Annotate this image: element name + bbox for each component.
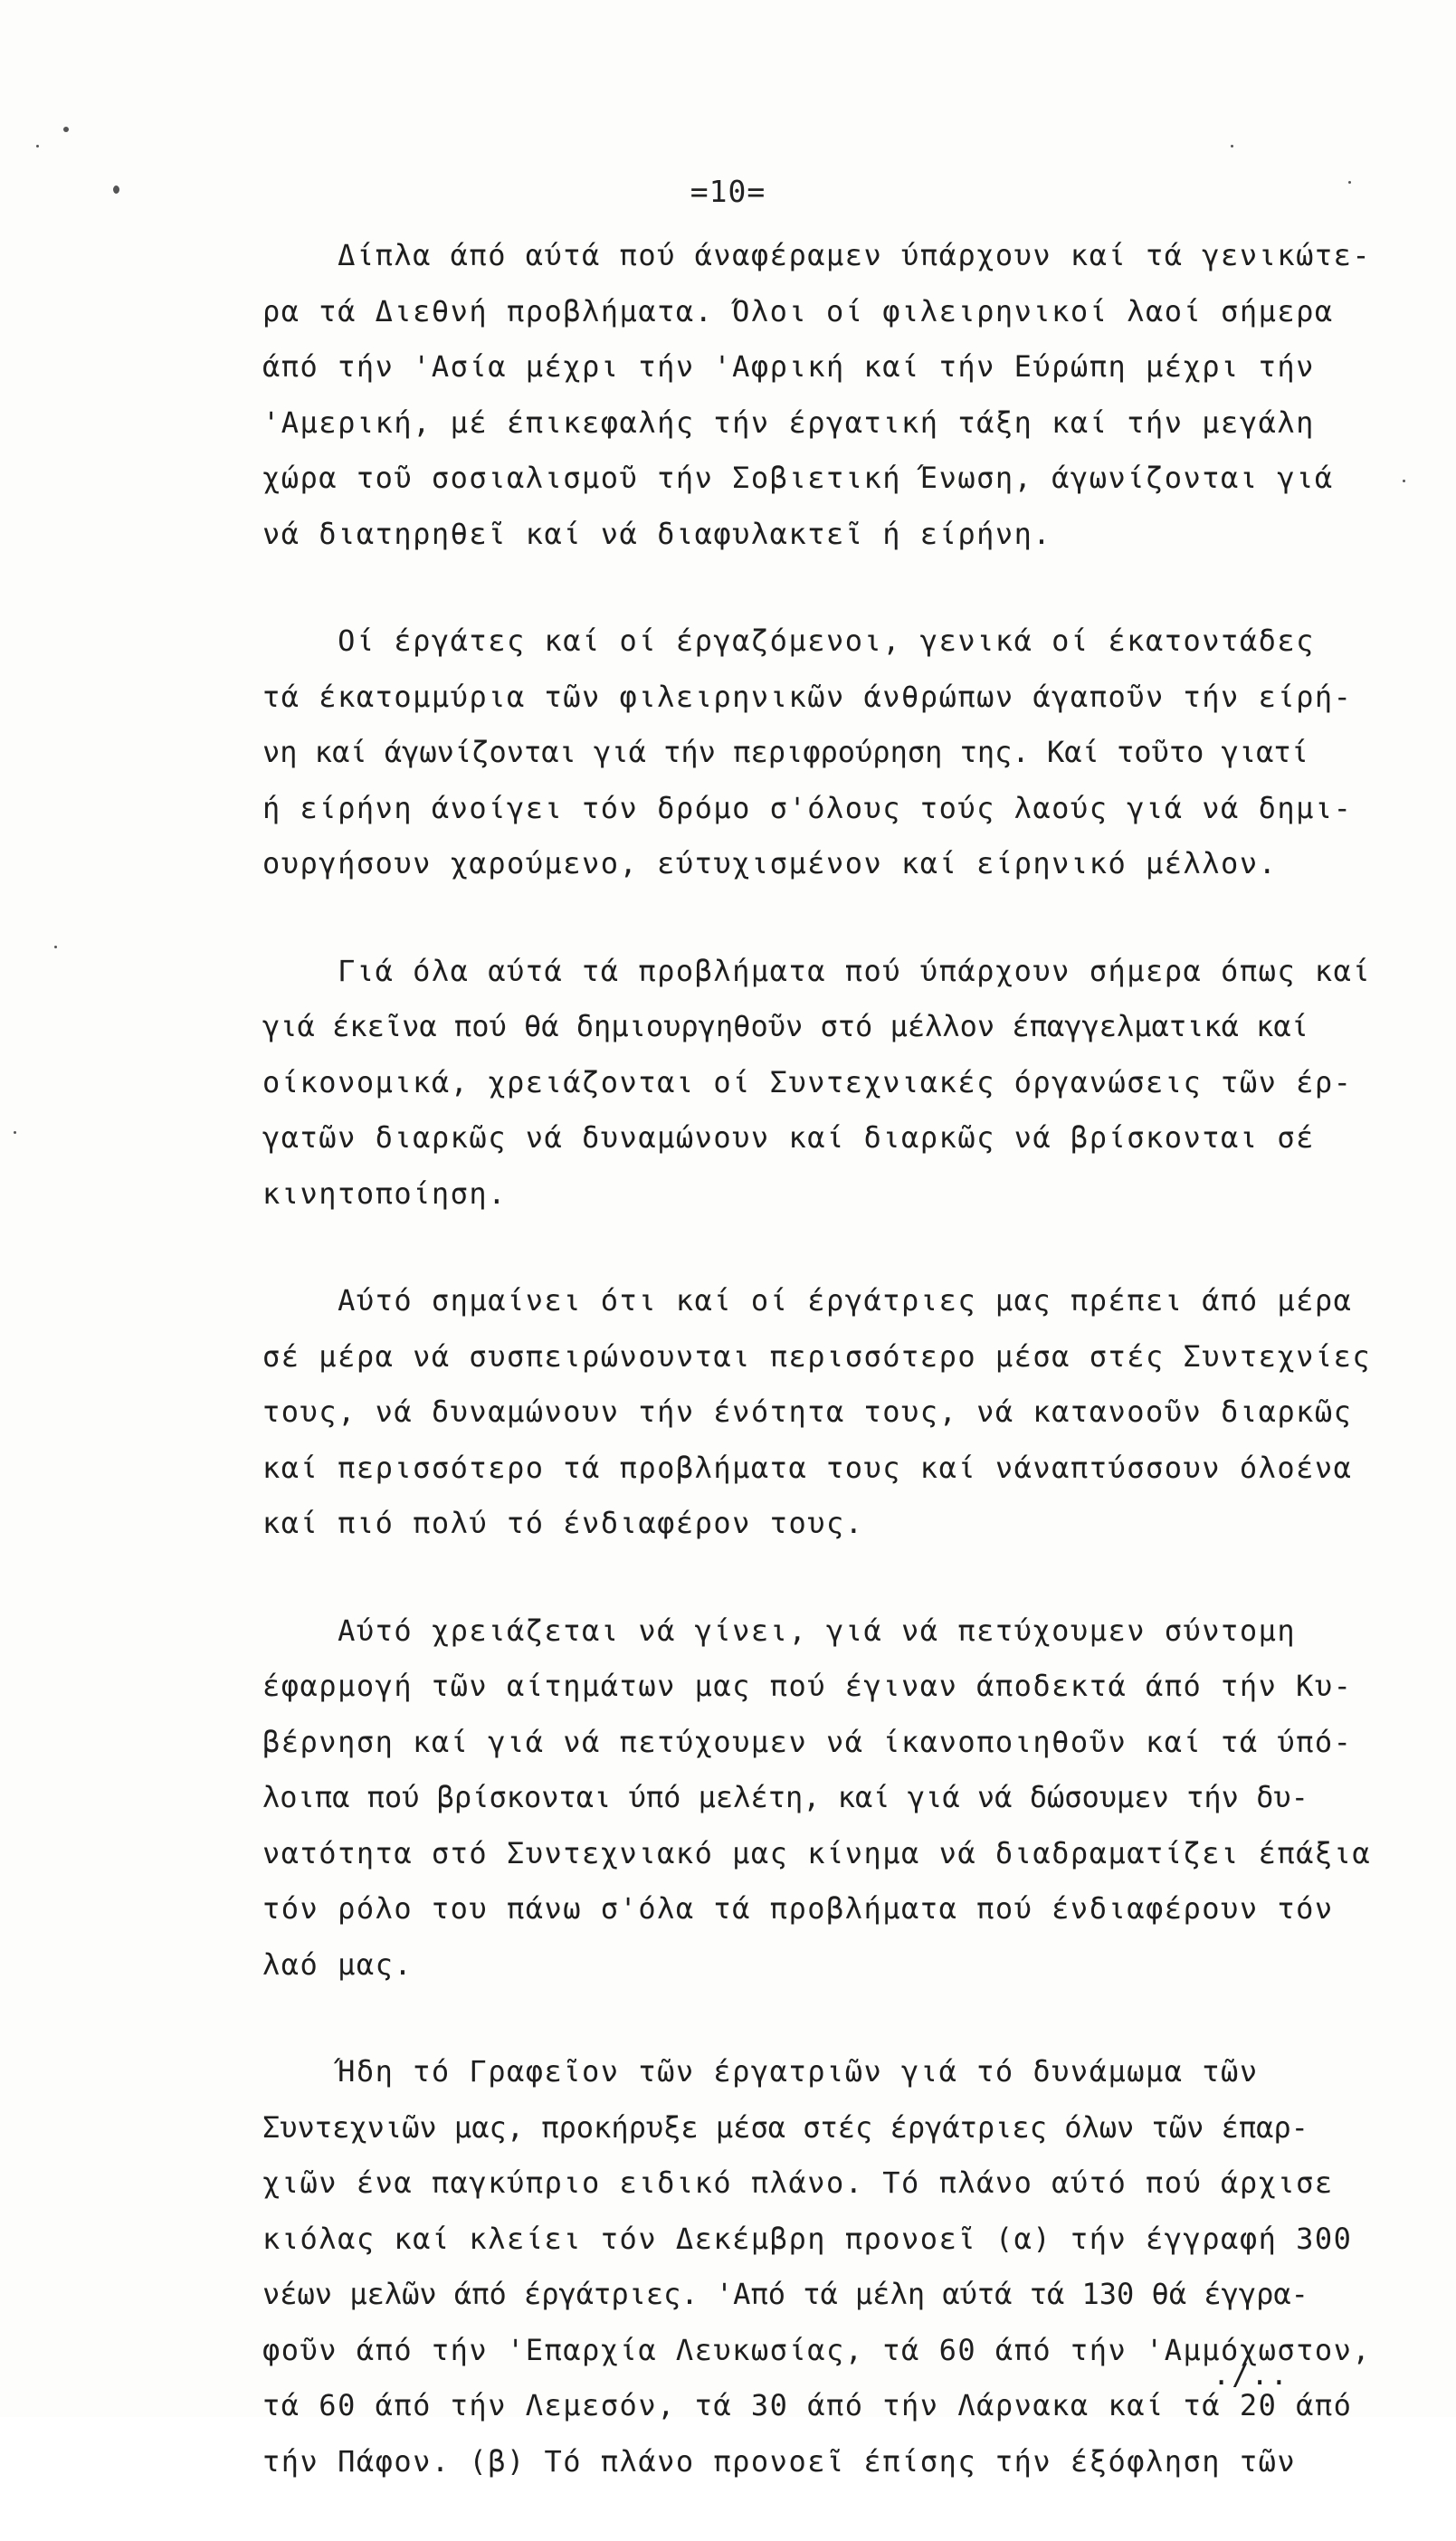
- text-line: Οί έργάτες καί οί έργαζόμενοι, γενικά οί έκατοντάδες: [262, 623, 1315, 658]
- text-line: χώρα τοῦ σοσιαλισμοῦ τήν Σοβιετική Ένωση, άγωνίζονται γιά: [262, 461, 1334, 495]
- scan-speck: [54, 946, 57, 948]
- text-line: Δίπλα άπό αύτά πού άναφέραμεν ύπάρχουν καί τά γενικώτε-: [262, 238, 1372, 272]
- scan-speck: [63, 127, 69, 132]
- paragraph-1: [262, 228, 1385, 562]
- text-line: γιά έκεῖνα πού θά δημιουργηθοῦν στό μέλλον έπαγγελματικά καί: [262, 1009, 1308, 1043]
- text-line: καί πιό πολύ τό ένδιαφέρον τους.: [262, 1506, 864, 1540]
- text-line: Ήδη τό Γραφεῖον τῶν έργατριῶν γιά τό δυνάμωμα τῶν: [262, 2054, 1259, 2089]
- text-line: φοῦν άπό τήν 'Επαρχία Λευκωσίας, τά 60 άπό τήν 'Αμμόχωστον,: [262, 2332, 1372, 2367]
- text-line: οίκονομικά, χρειάζονται οί Συντεχνιακές όργανώσεις τῶν έρ-: [262, 1064, 1353, 1099]
- text-line: χιῶν ένα παγκύπριο ειδικό πλάνο. Τό πλάνο αύτό πού άρχισε: [262, 2165, 1334, 2200]
- text-line: καί περισσότερο τά προβλήματα τους καί νάναπτύσσουν όλοένα: [262, 1450, 1353, 1485]
- paragraph-4: [262, 1273, 1385, 1552]
- text-line: Συντεχνιῶν μας, προκήρυξε μέσα στές έργάτριες όλων τῶν έπαρ-: [262, 2109, 1308, 2145]
- continuation-mark: ./..: [1213, 2357, 1290, 2392]
- text-line: τους, νά δυναμώνουν τήν ένότητα τους, νά κατανοοῦν διαρκῶς: [262, 1394, 1353, 1429]
- text-line: λαό μας.: [262, 1946, 414, 1982]
- scan-speck: [36, 145, 39, 148]
- text-line: τά έκατομμύρια τῶν φιλειρηνικῶν άνθρώπων άγαποῦν τήν είρή-: [262, 679, 1353, 714]
- text-line: έφαρμογή τῶν αίτημάτων μας πού έγιναν άποδεκτά άπό τήν Κυ-: [262, 1669, 1353, 1703]
- paragraph-3: [262, 944, 1385, 1223]
- text-line: άπό τήν 'Ασία μέχρι τήν 'Αφρική καί τήν Εύρώπη μέχρι τήν: [262, 349, 1315, 384]
- paragraph-6: [262, 2044, 1385, 2489]
- text-line: τόν ρόλο του πάνω σ'όλα τά προβλήματα πού ένδιαφέρουν τόν: [262, 1891, 1334, 1926]
- body-text: [262, 228, 1385, 2541]
- text-line: 'Αμερική, μέ έπικεφαλής τήν έργατική τάξη καί τήν μεγάλη: [262, 404, 1315, 440]
- text-line: τά 60 άπό τήν Λεμεσόν, τά 30 άπό τήν Λάρνακα καί τά 20 άπό: [262, 2388, 1353, 2422]
- text-line: νά διατηρηθεῖ καί νά διαφυλακτεῖ ή είρήνη.: [262, 516, 1052, 551]
- text-line: νέων μελῶν άπό έργάτριες. 'Από τά μέλη αύτά τά 130 θά έγγρα-: [262, 2277, 1308, 2311]
- page-number: =10=: [690, 174, 766, 209]
- paragraph-2: [262, 614, 1385, 892]
- text-line: κιόλας καί κλείει τόν Δεκέμβρη προνοεῖ (α) τήν έγγραφή 300: [262, 2221, 1353, 2256]
- text-line: τήν Πάφον. (β) Τό πλάνο προνοεῖ έπίσης τήν έξόφληση τῶν: [262, 2443, 1297, 2479]
- text-line: ή είρήνη άνοίγει τόν δρόμο σ'όλους τούς λαούς γιά νά δημι-: [262, 790, 1353, 825]
- text-line: νατότητα στό Συντεχνιακό μας κίνημα νά διαδραματίζει έπάξια: [262, 1835, 1372, 1870]
- text-line: γατῶν διαρκῶς νά δυναμώνουν καί διαρκῶς νά βρίσκονται σέ: [262, 1120, 1315, 1155]
- scan-speck: [14, 1131, 16, 1134]
- text-line: Αύτό σημαίνει ότι καί οί έργάτριες μας πρέπει άπό μέρα: [262, 1283, 1353, 1318]
- text-line: Γιά όλα αύτά τά προβλήματα πού ύπάρχουν σήμερα όπως καί: [262, 953, 1372, 988]
- text-line: Αύτό χρειάζεται νά γίνει, γιά νά πετύχουμεν σύντομη: [262, 1613, 1297, 1648]
- text-line: λοιπα πού βρίσκονται ύπό μελέτη, καί γιά νά δώσουμεν τήν δυ-: [262, 1780, 1308, 1814]
- text-line: ουργήσουν χαρούμενο, εύτυχισμένον καί είρηνικό μέλλον.: [262, 846, 1278, 880]
- text-line: βέρνηση καί γιά νά πετύχουμεν νά ίκανοποιηθοῦν καί τά ύπό-: [262, 1724, 1353, 1759]
- scan-speck: [1403, 480, 1405, 482]
- text-line: ρα τά Διεθνή προβλήματα. Όλοι οί φιλειρηνικοί λαοί σήμερα: [262, 293, 1334, 328]
- text-line: νη καί άγωνίζονται γιά τήν περιφρούρηση της. Καί τοῦτο γιατί: [262, 735, 1308, 769]
- text-line: κινητοποίηση.: [262, 1175, 507, 1211]
- text-line: σέ μέρα νά συσπειρώνουνται περισσότερο μέσα στές Συντεχνίες: [262, 1338, 1372, 1374]
- scan-speck: [1231, 145, 1233, 148]
- paragraph-5: [262, 1604, 1385, 1994]
